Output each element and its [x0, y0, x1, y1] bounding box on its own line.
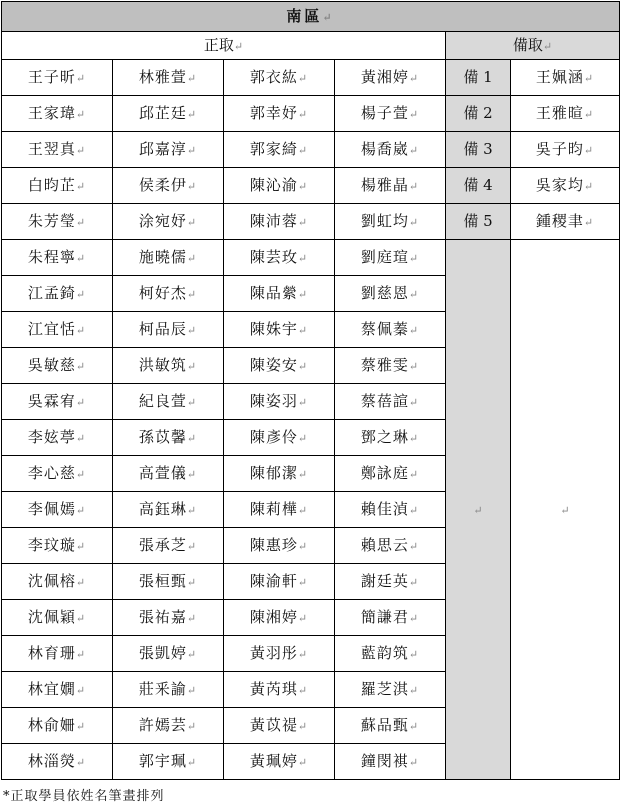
paragraph-mark: ↵: [297, 252, 309, 265]
paragraph-mark: ↵: [560, 504, 570, 517]
paragraph-mark: ↵: [542, 40, 553, 53]
paragraph-mark: ↵: [297, 468, 309, 481]
regular-name-cell: [224, 384, 335, 420]
paragraph-mark: ↵: [408, 252, 420, 265]
regular-name: 陳湘婷: [249, 608, 298, 626]
regular-name-cell: [2, 348, 113, 384]
regular-name: 李心慈: [27, 464, 76, 482]
regular-name: 黃苡禔: [249, 716, 298, 734]
regular-name: 簡謙君: [360, 608, 409, 626]
regular-name-cell: [2, 600, 113, 636]
regular-name-cell: [224, 132, 335, 168]
regular-name: 莊釆諭: [138, 680, 187, 698]
regular-name: 紀良萱: [138, 392, 187, 410]
paragraph-mark: ↵: [408, 432, 420, 445]
alternate-rank-cell: [446, 168, 511, 204]
regular-name-cell: [335, 672, 446, 708]
regular-name-cell: [224, 456, 335, 492]
paragraph-mark: ↵: [408, 540, 420, 553]
paragraph-mark: ↵: [75, 108, 87, 121]
alternate-rank-cell: [446, 96, 511, 132]
regular-name-cell: [224, 564, 335, 600]
regular-name: 張承芝: [138, 536, 187, 554]
regular-name-cell: [224, 744, 335, 780]
paragraph-mark: ↵: [297, 540, 309, 553]
paragraph-mark: ↵: [408, 576, 420, 589]
regular-name: 張祐嘉: [138, 608, 187, 626]
paragraph-mark: ↵: [186, 576, 198, 589]
regular-name: 孫苡馨: [138, 428, 187, 446]
regular-name-cell: [113, 348, 224, 384]
paragraph-mark: ↵: [297, 576, 309, 589]
regular-name-cell: [113, 492, 224, 528]
regular-name: 鄭詠庭: [360, 464, 409, 482]
alternate-rank: 備 1: [463, 68, 493, 86]
alternate-name: 吳家均: [535, 176, 584, 194]
regular-name: 賴思云: [360, 536, 409, 554]
regular-name: 藍韵筑: [360, 644, 409, 662]
regular-name: 江孟錡: [27, 284, 76, 302]
paragraph-mark: ↵: [75, 252, 87, 265]
regular-name-cell: [335, 564, 446, 600]
regular-name-cell: [335, 456, 446, 492]
paragraph-mark: ↵: [297, 72, 309, 85]
regular-name: 林俞姍: [27, 716, 76, 734]
alternate-rank-cell: [446, 60, 511, 96]
regular-name-cell: [113, 456, 224, 492]
paragraph-mark: ↵: [408, 144, 420, 157]
regular-name-cell: [2, 456, 113, 492]
regular-name-cell: [224, 96, 335, 132]
regular-name-cell: [224, 708, 335, 744]
regular-name: 蔡佩蓁: [360, 320, 409, 338]
alternate-header-text: 備取: [512, 36, 543, 54]
paragraph-mark: ↵: [297, 612, 309, 625]
region-title-row: [2, 2, 620, 32]
regular-name-cell: [335, 708, 446, 744]
alternate-name-cell: [511, 168, 620, 204]
paragraph-mark: ↵: [408, 396, 420, 409]
regular-name-cell: [113, 132, 224, 168]
alternate-rank-cell: [446, 204, 511, 240]
regular-name-cell: [335, 168, 446, 204]
regular-name: 許嫣芸: [138, 716, 187, 734]
regular-name: 沈佩穎: [27, 608, 76, 626]
regular-name-cell: [2, 276, 113, 312]
regular-name: 吳霖宥: [27, 392, 76, 410]
regular-name-cell: [2, 132, 113, 168]
paragraph-mark: ↵: [322, 11, 335, 24]
regular-name-cell: [2, 492, 113, 528]
regular-name: 陳郁潔: [249, 464, 298, 482]
paragraph-mark: ↵: [297, 648, 309, 661]
regular-name-cell: [335, 528, 446, 564]
paragraph-mark: ↵: [75, 612, 87, 625]
alternate-header: [446, 32, 620, 60]
regular-name: 洪敏筑: [138, 356, 187, 374]
regular-name: 郭宇珮: [138, 752, 187, 770]
regular-name-cell: [2, 528, 113, 564]
regular-name-cell: [2, 708, 113, 744]
regular-name-cell: [224, 312, 335, 348]
paragraph-mark: ↵: [75, 180, 87, 193]
regular-name: 吳敏慈: [27, 356, 76, 374]
paragraph-mark: ↵: [186, 432, 198, 445]
paragraph-mark: ↵: [186, 540, 198, 553]
regular-name-cell: [224, 348, 335, 384]
regular-name: 鄧之琳: [360, 428, 409, 446]
paragraph-mark: ↵: [473, 504, 483, 517]
regular-name-cell: [2, 96, 113, 132]
regular-name: 陳姿羽: [249, 392, 298, 410]
regular-name-cell: [113, 708, 224, 744]
paragraph-mark: ↵: [186, 72, 198, 85]
paragraph-mark: ↵: [186, 360, 198, 373]
regular-header: [2, 32, 446, 60]
regular-name-cell: [2, 240, 113, 276]
regular-name: 蘇品甄: [360, 716, 409, 734]
regular-name-cell: [113, 96, 224, 132]
regular-name: 涂宛妤: [138, 212, 187, 230]
paragraph-mark: ↵: [408, 360, 420, 373]
paragraph-mark: ↵: [75, 396, 87, 409]
regular-name-cell: [113, 168, 224, 204]
regular-name: 李佩嫣: [27, 500, 76, 518]
paragraph-mark: ↵: [297, 360, 309, 373]
paragraph-mark: ↵: [583, 72, 595, 85]
regular-name: 施曉儒: [138, 248, 187, 266]
regular-name: 張桓甄: [138, 572, 187, 590]
regular-name: 江宜恬: [27, 320, 76, 338]
paragraph-mark: ↵: [583, 144, 595, 157]
paragraph-mark: ↵: [186, 468, 198, 481]
paragraph-mark: ↵: [75, 504, 87, 517]
regular-name-cell: [2, 420, 113, 456]
regular-name: 郭衣紘: [249, 68, 298, 86]
paragraph-mark: ↵: [297, 180, 309, 193]
regular-name: 蔡雅雯: [360, 356, 409, 374]
region-title: [2, 2, 620, 32]
regular-name-cell: [335, 348, 446, 384]
regular-name: 劉虹均: [360, 212, 409, 230]
regular-name: 沈佩榕: [27, 572, 76, 590]
regular-name-cell: [335, 492, 446, 528]
regular-name-cell: [335, 240, 446, 276]
table-row: [2, 60, 620, 96]
regular-name: 張凱婷: [138, 644, 187, 662]
regular-name-cell: [224, 168, 335, 204]
paragraph-mark: ↵: [297, 720, 309, 733]
paragraph-mark: ↵: [297, 396, 309, 409]
regular-name: 陳沁渝: [249, 176, 298, 194]
paragraph-mark: ↵: [75, 540, 87, 553]
region-title-text: 南區: [286, 7, 323, 25]
alternate-name-cell: [511, 96, 620, 132]
paragraph-mark: ↵: [186, 648, 198, 661]
regular-name: 陳姿安: [249, 356, 298, 374]
regular-name: 陳莉樺: [249, 500, 298, 518]
paragraph-mark: ↵: [186, 144, 198, 157]
paragraph-mark: ↵: [186, 720, 198, 733]
regular-name: 林雅萱: [138, 68, 187, 86]
regular-name-cell: [113, 672, 224, 708]
regular-name-cell: [224, 60, 335, 96]
regular-name: 陳沛蓉: [249, 212, 298, 230]
alternate-name-cell: [511, 204, 620, 240]
paragraph-mark: ↵: [75, 468, 87, 481]
paragraph-mark: ↵: [408, 468, 420, 481]
regular-name: 朱程寧: [27, 248, 76, 266]
regular-name-cell: [2, 564, 113, 600]
regular-name-cell: [224, 204, 335, 240]
regular-name: 陳渝軒: [249, 572, 298, 590]
regular-name-cell: [113, 744, 224, 780]
regular-name: 劉慈恩: [360, 284, 409, 302]
regular-name: 楊雅晶: [360, 176, 409, 194]
regular-name: 黃芮琪: [249, 680, 298, 698]
regular-name: 朱芳瑩: [27, 212, 76, 230]
regular-name-cell: [2, 60, 113, 96]
regular-name-cell: [224, 672, 335, 708]
regular-name: 高鈺琳: [138, 500, 187, 518]
regular-name: 賴佳湞: [360, 500, 409, 518]
regular-name-cell: [2, 744, 113, 780]
regular-name-cell: [224, 240, 335, 276]
regular-name-cell: [2, 636, 113, 672]
regular-name: 黃珮婷: [249, 752, 298, 770]
paragraph-mark: ↵: [408, 684, 420, 697]
paragraph-mark: ↵: [75, 288, 87, 301]
alternate-name-cell: [511, 132, 620, 168]
regular-name-cell: [224, 600, 335, 636]
paragraph-mark: ↵: [297, 504, 309, 517]
table-row: [2, 204, 620, 240]
section-header-row: [2, 32, 620, 60]
regular-name-cell: [335, 276, 446, 312]
paragraph-mark: ↵: [583, 108, 595, 121]
regular-name-cell: [2, 672, 113, 708]
alternate-empty-name-cell: [511, 240, 620, 780]
paragraph-mark: ↵: [75, 324, 87, 337]
regular-name: 柯好杰: [138, 284, 187, 302]
paragraph-mark: ↵: [297, 756, 309, 769]
regular-name: 羅芝淇: [360, 680, 409, 698]
paragraph-mark: ↵: [75, 432, 87, 445]
paragraph-mark: ↵: [186, 324, 198, 337]
regular-name: 林宜嫺: [27, 680, 76, 698]
regular-name-cell: [335, 96, 446, 132]
regular-name-cell: [224, 492, 335, 528]
regular-name-cell: [335, 600, 446, 636]
regular-name-cell: [113, 528, 224, 564]
regular-name-cell: [335, 636, 446, 672]
table-row: [2, 132, 620, 168]
paragraph-mark: ↵: [408, 756, 420, 769]
regular-name: 李玟璇: [27, 536, 76, 554]
alternate-name-cell: [511, 60, 620, 96]
regular-name-cell: [2, 312, 113, 348]
regular-name: 李妶葶: [27, 428, 76, 446]
paragraph-mark: ↵: [408, 504, 420, 517]
paragraph-mark: ↵: [297, 144, 309, 157]
alternate-empty-rank-cell: [446, 240, 511, 780]
regular-name-cell: [335, 312, 446, 348]
regular-header-text: 正取: [203, 36, 234, 54]
paragraph-mark: ↵: [186, 504, 198, 517]
regular-name: 侯柔伊: [138, 176, 187, 194]
regular-name: 陳彥伶: [249, 428, 298, 446]
regular-name-cell: [113, 420, 224, 456]
paragraph-mark: ↵: [233, 40, 244, 53]
paragraph-mark: ↵: [408, 720, 420, 733]
alternate-rank-cell: [446, 132, 511, 168]
regular-name: 邱芷廷: [138, 104, 187, 122]
paragraph-mark: ↵: [583, 180, 595, 193]
regular-name: 陳芸玫: [249, 248, 298, 266]
regular-name: 邱嘉淳: [138, 140, 187, 158]
regular-name: 黃湘婷: [360, 68, 409, 86]
alternate-rank: 備 4: [463, 176, 493, 194]
regular-name: 王子昕: [27, 68, 76, 86]
regular-name-cell: [224, 420, 335, 456]
paragraph-mark: ↵: [408, 180, 420, 193]
regular-name: 謝廷英: [360, 572, 409, 590]
regular-name-cell: [113, 276, 224, 312]
regular-name: 劉庭瑄: [360, 248, 409, 266]
regular-name: 郭幸妤: [249, 104, 298, 122]
regular-name-cell: [335, 744, 446, 780]
paragraph-mark: ↵: [297, 684, 309, 697]
table-row: [2, 240, 620, 276]
regular-name-cell: [224, 276, 335, 312]
alternate-name: 王姵涵: [535, 68, 584, 86]
alternate-rank: 備 2: [463, 104, 493, 122]
regular-name: 柯品辰: [138, 320, 187, 338]
paragraph-mark: ↵: [408, 72, 420, 85]
alternate-name: 鍾稷聿: [535, 212, 584, 230]
paragraph-mark: ↵: [75, 144, 87, 157]
regular-name: 王翌真: [27, 140, 76, 158]
paragraph-mark: ↵: [75, 360, 87, 373]
paragraph-mark: ↵: [408, 288, 420, 301]
regular-name-cell: [113, 600, 224, 636]
regular-name-cell: [113, 636, 224, 672]
paragraph-mark: ↵: [186, 108, 198, 121]
paragraph-mark: ↵: [186, 288, 198, 301]
regular-name: 陳品縈: [249, 284, 298, 302]
paragraph-mark: ↵: [75, 216, 87, 229]
regular-name-cell: [113, 60, 224, 96]
paragraph-mark: ↵: [408, 324, 420, 337]
paragraph-mark: ↵: [297, 216, 309, 229]
paragraph-mark: ↵: [75, 756, 87, 769]
regular-name-cell: [335, 60, 446, 96]
paragraph-mark: ↵: [186, 252, 198, 265]
regular-name: 鐘閔褀: [360, 752, 409, 770]
roster-table: [1, 1, 620, 780]
paragraph-mark: ↵: [297, 324, 309, 337]
regular-name-cell: [335, 132, 446, 168]
footnote: *正取學員依姓名筆畫排列: [3, 789, 165, 804]
paragraph-mark: ↵: [75, 648, 87, 661]
regular-name: 林淄熒: [27, 752, 76, 770]
paragraph-mark: ↵: [297, 108, 309, 121]
regular-name: 王家瑋: [27, 104, 76, 122]
regular-name-cell: [113, 204, 224, 240]
alternate-rank: 備 5: [463, 212, 493, 230]
regular-name: 陳惠珍: [249, 536, 298, 554]
regular-name-cell: [335, 384, 446, 420]
alternate-name: 吳子昀: [535, 140, 584, 158]
regular-name: 楊喬崴: [360, 140, 409, 158]
regular-name-cell: [2, 384, 113, 420]
paragraph-mark: ↵: [186, 684, 198, 697]
regular-name-cell: [113, 312, 224, 348]
paragraph-mark: ↵: [408, 612, 420, 625]
paragraph-mark: ↵: [186, 180, 198, 193]
regular-name: 黃羽彤: [249, 644, 298, 662]
regular-name-cell: [335, 420, 446, 456]
regular-name-cell: [2, 168, 113, 204]
regular-name-cell: [335, 204, 446, 240]
paragraph-mark: ↵: [408, 648, 420, 661]
regular-name: 林育珊: [27, 644, 76, 662]
paragraph-mark: ↵: [75, 72, 87, 85]
paragraph-mark: ↵: [297, 288, 309, 301]
paragraph-mark: ↵: [583, 216, 595, 229]
paragraph-mark: ↵: [75, 720, 87, 733]
paragraph-mark: ↵: [75, 684, 87, 697]
regular-name: 高萱儀: [138, 464, 187, 482]
roster-body: [2, 2, 620, 780]
regular-name: 白昀芷: [27, 176, 76, 194]
table-row: [2, 96, 620, 132]
paragraph-mark: ↵: [297, 432, 309, 445]
regular-name-cell: [113, 564, 224, 600]
paragraph-mark: ↵: [186, 216, 198, 229]
regular-name-cell: [224, 636, 335, 672]
regular-name: 蔡蓓諠: [360, 392, 409, 410]
alternate-rank: 備 3: [463, 140, 493, 158]
regular-name: 陳姝宇: [249, 320, 298, 338]
paragraph-mark: ↵: [408, 216, 420, 229]
paragraph-mark: ↵: [408, 108, 420, 121]
paragraph-mark: ↵: [186, 612, 198, 625]
paragraph-mark: ↵: [75, 576, 87, 589]
table-row: [2, 168, 620, 204]
paragraph-mark: ↵: [186, 756, 198, 769]
paragraph-mark: ↵: [186, 396, 198, 409]
regular-name: 郭家綺: [249, 140, 298, 158]
regular-name-cell: [113, 240, 224, 276]
regular-name-cell: [113, 384, 224, 420]
regular-name: 楊子萱: [360, 104, 409, 122]
regular-name-cell: [224, 528, 335, 564]
alternate-name: 王雅暄: [535, 104, 584, 122]
regular-name-cell: [2, 204, 113, 240]
